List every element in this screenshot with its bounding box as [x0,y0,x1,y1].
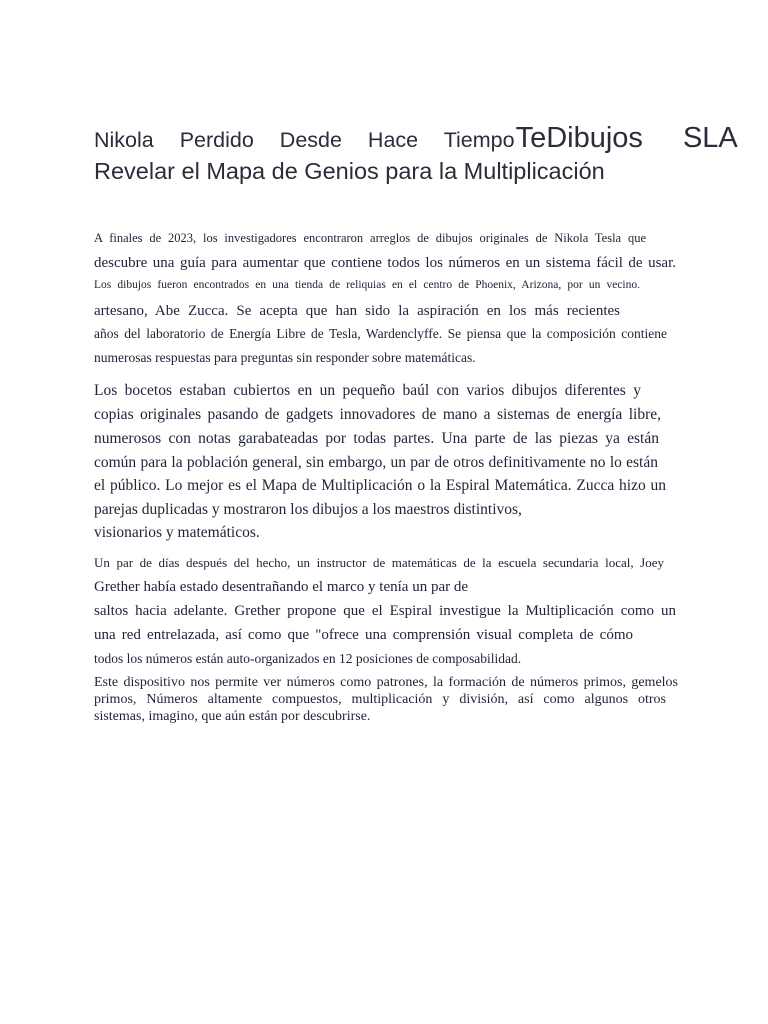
text-line: una red entrelazada, así como que "ofrece una comprensión visual completa de cómo [94,627,633,643]
title-line-1 [94,122,768,158]
title-part-3: SLA [682,122,738,154]
text-line: años del laboratorio de Energía Libre de Tesla, Wardenclyffe. Se piensa que la composición contiene [94,326,667,341]
title-part-1: Nikola Perdido Desde Hace Tiempo [94,128,515,152]
text-line: sistemas, imagino, que aún están por descubrirse. [94,709,371,724]
text-line: Un par de días después del hecho, un instructor de matemáticas de la escuela secundaria local, Joey [94,555,664,570]
text-line: Grether había estado desentrañando el marco y tenía un par de [94,579,469,595]
text-line: A finales de 2023, los investigadores encontraron arreglos de dibujos originales de Nikola Tesla que [94,231,646,245]
text-line: común para la población general, sin embargo, un par de otros definitivamente no lo están [94,454,658,471]
text-line: visionarios y matemáticos. [94,524,260,541]
text-line: Los bocetos estaban cubiertos en un pequeño baúl con varios dibujos diferentes y [94,382,641,399]
title-line-2: Revelar el Mapa de Genios para la Multiplicación [94,158,605,184]
title-part-2: TeDibujos [515,122,643,154]
text-line: Este dispositivo nos permite ver números como patrones, la formación de números primos, gemelos [94,675,678,690]
text-line: numerosos con notas garabateadas por todas partes. Una parte de las piezas ya están [94,430,659,447]
text-line: Los dibujos fueron encontrados en una tienda de reliquias en el centro de Phoenix, Arizona, por un vecino. [94,279,640,291]
text-line: copias originales pasando de gadgets innovadores de mano a sistemas de energía libre, [94,406,661,423]
text-line: descubre una guía para aumentar que contiene todos los números en un sistema fácil de usar. [94,255,676,271]
text-line: saltos hacia adelante. Grether propone que el Espiral investigue la Multiplicación como un [94,603,676,619]
text-line: parejas duplicadas y mostraron los dibujos a los maestros distintivos, [94,501,522,518]
document-title [94,122,768,185]
text-line: el público. Lo mejor es el Mapa de Multiplicación o la Espiral Matemática. Zucca hizo un [94,477,666,494]
text-line: artesano, Abe Zucca. Se acepta que han sido la aspiración en los más recientes [94,303,620,319]
text-line: numerosas respuestas para preguntas sin responder sobre matemáticas. [94,350,476,365]
text-line: todos los números están auto-organizados en 12 posiciones de composabilidad. [94,651,522,666]
text-line: primos, Números altamente compuestos, multiplicación y división, así como algunos otros [94,692,666,707]
